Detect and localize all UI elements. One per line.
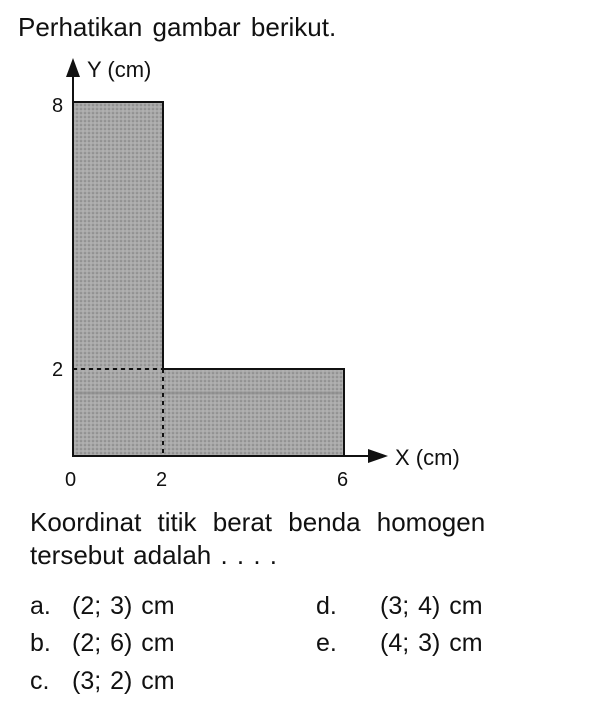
x-tick-2: 2 bbox=[156, 469, 168, 491]
option-text: (4; 3) cm bbox=[380, 629, 483, 657]
option-letter: a. bbox=[30, 592, 51, 620]
x-tick-0: 0 bbox=[65, 469, 77, 491]
x-axis-label: X (cm) bbox=[395, 445, 460, 470]
intro-text: Perhatikan gambar berikut. bbox=[18, 12, 337, 42]
y-tick-2: 2 bbox=[52, 359, 64, 381]
y-axis-arrow-icon bbox=[66, 58, 80, 77]
option-letter: d. bbox=[316, 592, 337, 620]
option-text: (2; 3) cm bbox=[72, 592, 175, 620]
x-axis-arrow-icon bbox=[368, 449, 388, 463]
y-tick-8: 8 bbox=[52, 95, 64, 117]
option-letter: b. bbox=[30, 629, 51, 657]
l-shape-plate bbox=[73, 102, 344, 456]
option-letter: e. bbox=[316, 629, 337, 657]
option-letter: c. bbox=[30, 667, 50, 695]
option-text: (3; 4) cm bbox=[380, 592, 483, 620]
option-text: (3; 2) cm bbox=[72, 667, 175, 695]
question-line-1: Koordinat titik berat benda homogen bbox=[30, 507, 486, 537]
option-text: (2; 6) cm bbox=[72, 629, 175, 657]
question-line-2: tersebut adalah . . . . bbox=[30, 540, 278, 570]
y-axis-label: Y (cm) bbox=[87, 57, 152, 82]
x-tick-6: 6 bbox=[337, 469, 349, 491]
